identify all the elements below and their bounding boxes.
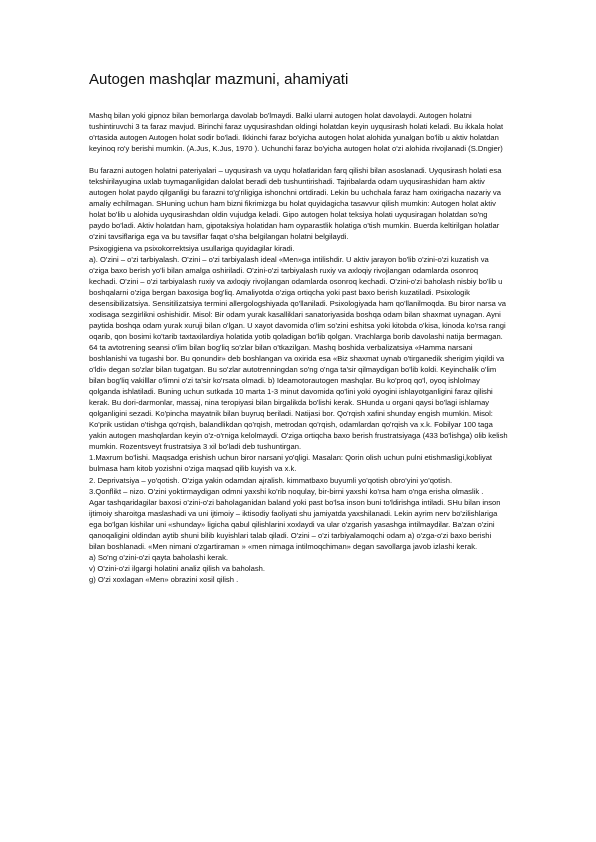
paragraph: Mashq bilan yoki gipnoz bilan bemorlarga davolab bo'lmaydi. Balki ularni autogen holat davolaydi. Autogen holatni tushintiruvchi 3 ta faraz mavjud. Birinchi faraz uyqusirashdan oldingi holatdan keyin uyqusirash holati keladi. Bu ikkala holat o'rtasida autogen Autogen holat sodir bo'ladi. Ikkinchi faraz bo'yicha autogen holat alohida yunalgan bo'lib u aktiv holatdan keyinoq ro'y berishi mumkin. (A.Jus, K.Jus, 1970 ). Uchunchi faraz bo'yicha autogen holat o'zi alohida rivojlanadi (S.Dngier) [89, 111, 504, 154]
document-title: Autogen mashqlar mazmuni, ahamiyati [89, 71, 349, 88]
list-item: v) O'zini-o'zi ilgargi holatini analiz qilish va baholash. [89, 563, 265, 573]
paragraph: Bu farazni autogen holatni pateriyalari – uyqusirash va uyqu holatlaridan farq qilishi bilan asoslanadi. Uyqusirash holati esa tekshirilayugina uxlab tuymaganligidan dalolat beradi deb tushuntirishadi. Tajribalarda odam uyqusirashidan ham aktiv autogen holat paydo qilganligi bu farazni to'g'riligiga ishonchni ortdiradi. Lekin bu uchchala faraz ham oxirigacha nazariy va amaliy echilmagan. SHuning uchun ham bizni fikrimizga bu holat quyidagicha tasavvur qilish mumkin: Autogen holat aktiv holat bo'lib u alohida uyqusirashdan oldin vujudga keladi. Gipo autogen holat teksiya holati uyqusiragan holatdan so'ng paydo bo'ladi. Aktiv holatdan ham, gipotaksiya holatidan ham oyparastlik holatiga o'tish mumkin. Buerda keltirilgan holatlar o'zini tavsiflariga ega va bu tavsiflar faqat o'sha belgilangan holatni belgilaydi. [89, 166, 502, 242]
paragraph: Psixogigiena va psixokorrektsiya usullariga quyidagilar kiradi. [89, 243, 295, 253]
paragraph: a). O'zini – o'zi tarbiyalash. O'zini – o'zi tarbiyalash ideal «Men»ga intilishdir. U aktiv jarayon bo'lib o'zini-o'zi kuzatish va o'ziga baxo berish yo'li bilan amalga oshiriladi. O'zini-o'zi tarbiyalash ruxiy va axloqiy rivojlangan odamlarda osonroq kechadi. O'zini – o'zi tarbiyalash ruxiy va axloqiy rivojlangan odamlarda osonroq kechadi. O'zini-o'zi baholash nisbiy bo'lib u boshqalarni o'ziga bergan baxosiga bog'liq. Amaliyotda o'ziga ortiqcha yoki past baxo berish kuzatiladi. Psixologik desensibilizatsiya. Sensitilizatsiya termini allergologshiyada qo'llaniladi. Psixologiyada ham qo'llanilmoqda. Bu biror narsa va xodisaga sezgirlikni oshishidir. Misol: Bir odam yurak kasalliklari sanatoriyasida boshqa odam bilan shaxmat uynagan. Ayni paytida boshqa odam yurak xuruji bilan o'lgan. U xayot davomida o'lim so'zini eshitsa yoki kitobda o'kisa, kinoda ko'rsa rangi oqarib, qon bosimi ko'tarib taxtaxilardiya holatida yotib qoladigan bo'lib qolgan. Vrachlarga borib davolashi natija bermagan. 64 ta avtotrening seansi o'lim bilan bog'liq so'zlar bilan o'tkazilgan. Mashq boshida verbalizatsiya «Hamma narsani boshlanishi va tugashi bor. Bu qonundir» deb boshlangan va oxirida esa «Biz shaxmat uynab o'tirganedik sherigim yiqildi va o'ldi» degan so'zlar bilan tugatgan. Bu so'zlar autotrenningdan so'ng o'nga ta'sir qilmaydigan bo'lib koldi. Keyinchalik o'lim bilan bog'liq vakilllar o'limni o'zi ta'sir ko'rsata olmadi. b) Ideamotorautogen mashqlar. Bu ko'proq qo'l, oyoq ishlolmay qolganda ishlatiladi. Buning uchun sutkada 10 marta 1-3 minut davomida qo'lini yoki oyogini ishlayotganligini faraz qilishi kerak. Bu dori-darmonlar, massaj, nina teropiyasi bilan birgalikda bo'lishi kerak. SHunda u organi qaysi bo'lagi ishlamay qolganligini sezadi. Ko'pincha mayatnik bilan buyruq beriladi. Natijasi bor. Qo'rqish xafini shunday engish mumkin. Misol: Ko'prik ustidan o'tishga qo'rqish, balandlikdan qo'rqish, metrodan qo'rqish, odamlardan qo'rqish va x.k. Fobilyar 100 taga yakin autogen mashqlardan keyin o'z-o'rniga kelolmaydi. O'ziga ortiqcha baxo berish frustratsiyaga (433 bo'lishga) olib kelish mumkin. Rozentsveyt frustratsiya 3 xil bo'ladi deb tushuntirgan. [89, 254, 508, 452]
list-item: 3.Qonflikt – nizo. O'zini yoktirmaydigan odmni yaxshi ko'rib noqulay, bir-birni yaxshi ko'rsa ham o'nga erisha olmaslik . [89, 486, 484, 496]
list-item: g) O'zi xoxlagan «Men» obrazini xosil qilish . [89, 574, 239, 584]
list-item: a) So'ng o'zini-o'zi qayta baholashi kerak. [89, 552, 229, 562]
list-item: 2. Deprivatsiya – yo'qotish. O'ziga yakin odamdan ajralish. kimmatbaxo buyumli yo'qotish obro'yini yo'qotish. [89, 475, 453, 485]
list-item: 1.Maxrum bo'lishi. Maqsadga erishish uchun biror narsani yo'qligi. Masalan: Qorin olish uchun pulni etishmasligi,kobliyat bulmasa ham kitob yozishni o'ziga maqsad qilib kuyish va x.k. [89, 453, 493, 474]
paragraph: Agar tashqaridagilar baxosi o'zini-o'zi baholaganidan baland yoki past bo'lsa inson buni to'ldirishga intiladi. SHu bilan inson ijtimoiy sharoitga maslashadi va uni ijtimoiy – iktisodiy faoliyati shu jamiyatda yaxshilanadi. Lekin ayrim nerv bo'zilishlariga ega bo'lgan kishilar uni «shunday» ligicha qabul qilishlarini xoxlaydi va ular o'zgarish yasashga intilmaydilar. Ba'zan o'zini qanoqaligini oldindan aytib shuni bilib kuyishlari talab qiladi. O'zini – o'zi tarbiyalamoqchi odam a) o'zga-o'zi baxo berishi bilan boshlanadi. «Men nimani o'zgartiraman » «men nimaga intilmoqchiman» degan savollarga javob izlashi kerak. [89, 497, 501, 551]
